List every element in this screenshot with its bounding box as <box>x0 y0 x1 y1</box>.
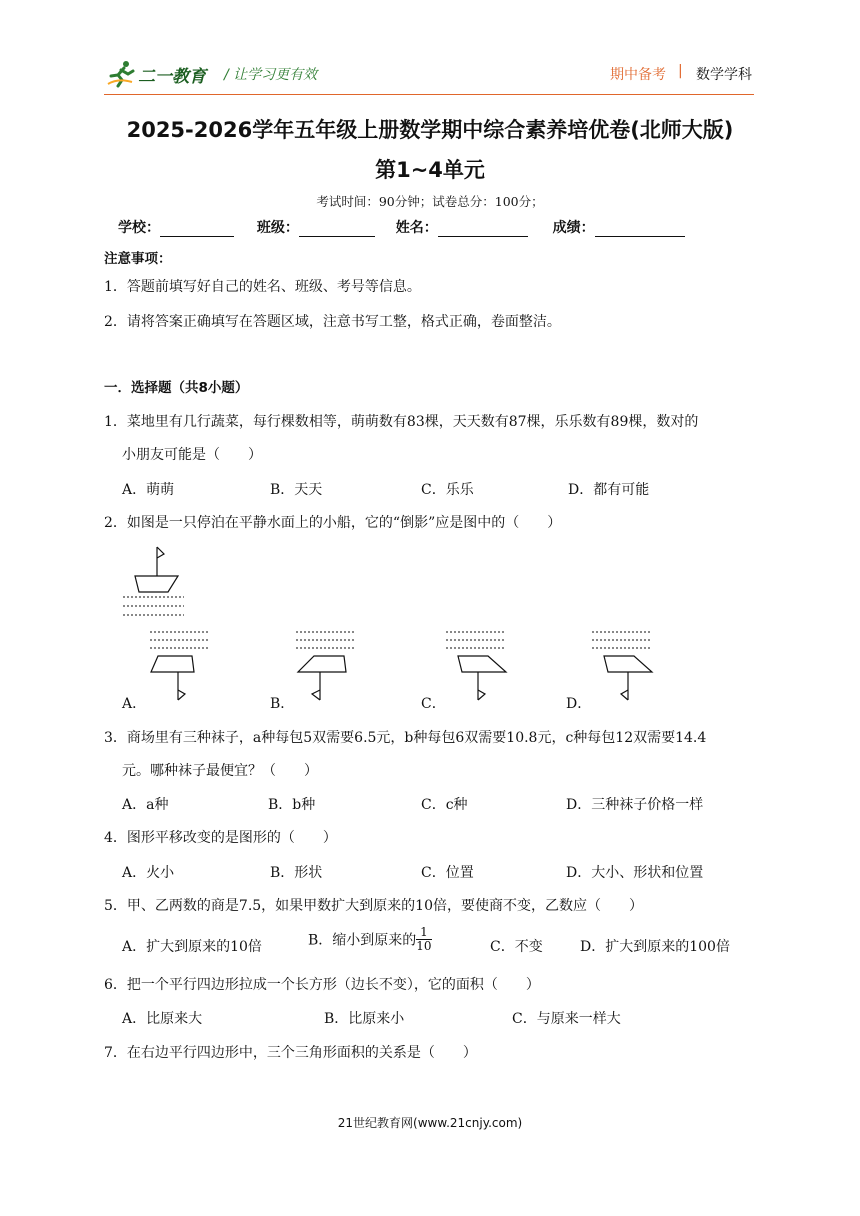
question-6-text: 6．把一个平行四边形拉成一个长方形（边长不变），它的面积（ ） <box>104 977 540 993</box>
question-3-text: 3．商场里有三种袜子，a种每包5双需要6.5元，b种每包6双需要10.8元，c种每包12双需要14.4 <box>104 730 707 746</box>
q6-option-c[interactable]: C．与原来一样大 <box>512 1011 621 1027</box>
name-field[interactable] <box>438 222 528 237</box>
q5-option-b[interactable]: B．缩小到原来的 $\frac{1}{10}$ <box>308 925 432 953</box>
q4-option-b[interactable]: B．形状 <box>270 865 323 881</box>
class-field[interactable] <box>299 222 375 237</box>
q2-option-c[interactable]: C． <box>421 696 446 712</box>
question-1-text-cont: 小朋友可能是（ ） <box>122 447 262 463</box>
score-field[interactable] <box>595 222 685 237</box>
school-field[interactable] <box>160 222 234 237</box>
reflection-option-d-figure[interactable] <box>590 628 656 706</box>
q4-option-c[interactable]: C．位置 <box>421 865 474 881</box>
q4-option-d[interactable]: D．大小、形状和位置 <box>566 865 704 881</box>
q3-option-a[interactable]: A．a种 <box>122 797 169 813</box>
exam-meta: 考试时间：90分钟；试卷总分：100分； <box>316 194 544 209</box>
logo-text: 二一教育 <box>138 67 206 87</box>
header-slogan: / 让学习更有效 <box>224 67 318 83</box>
note-item: 1．答题前填写好自己的姓名、班级、考号等信息。 <box>104 279 421 295</box>
logo-runner-icon <box>106 58 136 88</box>
notes-title: 注意事项： <box>104 251 172 267</box>
q6-option-b[interactable]: B．比原来小 <box>324 1011 405 1027</box>
q1-option-c[interactable]: C．乐乐 <box>421 482 474 498</box>
class-label: 班级： <box>256 220 299 236</box>
q5-option-d[interactable]: D．扩大到原来的100倍 <box>580 939 730 955</box>
page-title: 2025-2026学年五年级上册数学期中综合素养培优卷(北师大版) <box>126 118 734 142</box>
header-rule <box>104 94 754 95</box>
question-5-text: 5．甲、乙两数的商是7.5，如果甲数扩大到原来的10倍，要使商不变，乙数应（ ） <box>104 898 643 914</box>
header-tag: 期中备考 <box>610 67 666 83</box>
reflection-option-a-figure[interactable] <box>148 628 214 706</box>
q3-option-d[interactable]: D．三种袜子价格一样 <box>566 797 704 813</box>
q2-option-a[interactable]: A． <box>122 696 147 712</box>
score-label: 成绩： <box>552 220 595 236</box>
q6-option-a[interactable]: A．比原来大 <box>122 1011 203 1027</box>
reflection-option-c-figure[interactable] <box>444 628 510 706</box>
q1-option-a[interactable]: A．萌萌 <box>122 482 175 498</box>
boat-figure <box>120 544 190 620</box>
page-footer: 21世纪教育网(www.21cnjy.com) <box>337 1116 523 1130</box>
q4-option-a[interactable]: A．火小 <box>122 865 175 881</box>
page-subtitle: 第1~4单元 <box>375 158 485 182</box>
question-3-text-cont: 元。哪种袜子最便宜？（ ） <box>122 763 318 779</box>
question-1-text: 1．菜地里有几行蔬菜，每行棵数相等，萌萌数有83棵，天天数有87棵，乐乐数有89棵，数对的 <box>104 414 699 430</box>
reflection-option-b-figure[interactable] <box>294 628 360 706</box>
q2-option-d[interactable]: D． <box>566 696 592 712</box>
q5-option-c[interactable]: C．不变 <box>490 939 543 955</box>
q1-option-d[interactable]: D．都有可能 <box>568 482 650 498</box>
header-subject: 数学学科 <box>696 67 752 83</box>
info-fields <box>118 217 685 237</box>
header-divider: | <box>678 63 683 79</box>
question-4-text: 4．图形平移改变的是图形的（ ） <box>104 830 337 846</box>
name-label: 姓名： <box>395 220 438 236</box>
q2-option-b[interactable]: B． <box>270 696 295 712</box>
q5-option-a[interactable]: A．扩大到原来的10倍 <box>122 939 262 955</box>
q3-option-b[interactable]: B．b种 <box>268 797 316 813</box>
fraction-one-tenth: $\frac{1}{10}$ <box>416 925 432 953</box>
note-item: 2．请将答案正确填写在答题区域，注意书写工整，格式正确，卷面整洁。 <box>104 314 561 330</box>
q1-option-b[interactable]: B．天天 <box>270 482 323 498</box>
q3-option-c[interactable]: C．c种 <box>421 797 468 813</box>
question-2-text: 2．如图是一只停泊在平静水面上的小船，它的“倒影”应是图中的（ ） <box>104 515 562 531</box>
school-label: 学校： <box>118 220 160 236</box>
section-heading: 一．选择题（共8小题） <box>104 380 249 396</box>
question-7-text: 7．在右边平行四边形中，三个三角形面积的关系是（ ） <box>104 1045 477 1061</box>
